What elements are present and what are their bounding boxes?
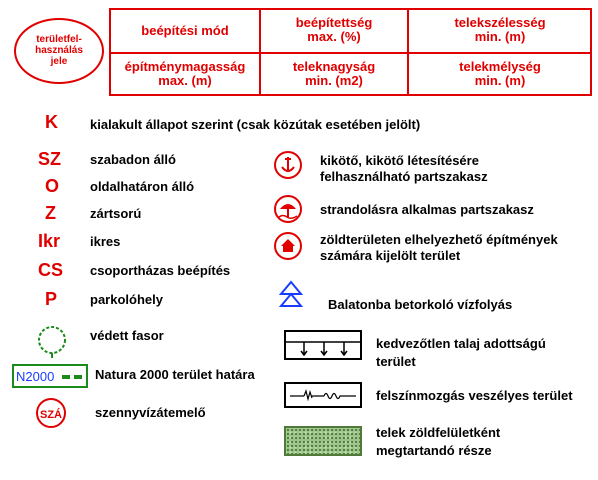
legend-text-p: parkolóhely [90, 292, 163, 307]
natura-dash [74, 375, 82, 379]
symbol-cs: CS [38, 260, 64, 280]
harbor-anchor-icon [273, 150, 303, 180]
symbol-z: Z [45, 203, 56, 223]
legend-text-ikr: ikres [90, 234, 121, 249]
legend-text-soil: kedvezőtlen talaj adottságú terület [376, 336, 546, 369]
protected-tree-row-icon [34, 322, 70, 358]
legend-text-green-space: telek zöldfelületként megtartandó része [376, 425, 501, 458]
symbol-o: O [45, 176, 60, 196]
legend-text-tree-row: védett fasor [90, 328, 164, 343]
legend-text-landslide: felszínmozgás veszélyes terület [376, 388, 573, 403]
symbol-ikr: Ikr [38, 231, 61, 251]
zoning-parameter-table [109, 8, 592, 96]
legend-text-harbor: kikötő, kikötő létesítésére felhasználható partszakasz [320, 153, 488, 184]
cell-plot-size: teleknagyság min. (m2) [292, 59, 376, 88]
symbol-sz: SZ [38, 149, 62, 169]
sewage-pump-label: SZÁ [40, 409, 62, 421]
cell-plot-width: telekszélesség min. (m) [454, 15, 546, 44]
natura-dash [62, 375, 70, 379]
legend-text-green-building: zöldterületen elhelyezhető építmények számára kijelölt terület [320, 232, 558, 263]
landslide-hazard-icon [284, 382, 362, 408]
legend-text-beach: strandolásra alkalmas partszakasz [320, 202, 534, 217]
legend-text-sz: szabadon álló [90, 152, 176, 167]
cell-coverage: beépítettség max. (%) [295, 15, 373, 44]
sewage-pump-icon [35, 397, 67, 429]
natura-2000-label: N2000 [16, 369, 55, 384]
legend-text-watercourse: Balatonba betorkoló vízfolyás [328, 297, 513, 312]
legend-text-sewage: szennyvízátemelő [95, 405, 206, 420]
legend-text-natura: Natura 2000 terület határa [95, 367, 255, 382]
table-divider [111, 52, 590, 54]
symbol-k: K [45, 112, 58, 132]
cell-plot-depth: telekmélység min. (m) [459, 59, 541, 88]
beach-umbrella-icon [273, 194, 303, 224]
natura-2000-box [12, 364, 88, 388]
zone-code-ellipse [14, 18, 104, 84]
legend-text-k: kialakult állapot szerint (csak közútak esetében jelölt) [90, 117, 421, 132]
zone-code-label: területfel- használás jele [35, 34, 83, 67]
unfavorable-soil-icon [284, 330, 362, 360]
legend-text-o: oldalhatáron álló [90, 179, 195, 194]
green-space-hatch-swatch [284, 426, 362, 456]
green-area-building-icon [273, 231, 303, 261]
cell-building-height: építménymagasság max. (m) [124, 59, 246, 88]
legend-text-z: zártsorú [90, 206, 142, 221]
symbol-p: P [45, 289, 58, 309]
legend-text-cs: csoportházas beépítés [90, 263, 231, 278]
watercourse-triangle-icon [278, 280, 304, 312]
cell-building-mode: beépítési mód [141, 23, 229, 38]
